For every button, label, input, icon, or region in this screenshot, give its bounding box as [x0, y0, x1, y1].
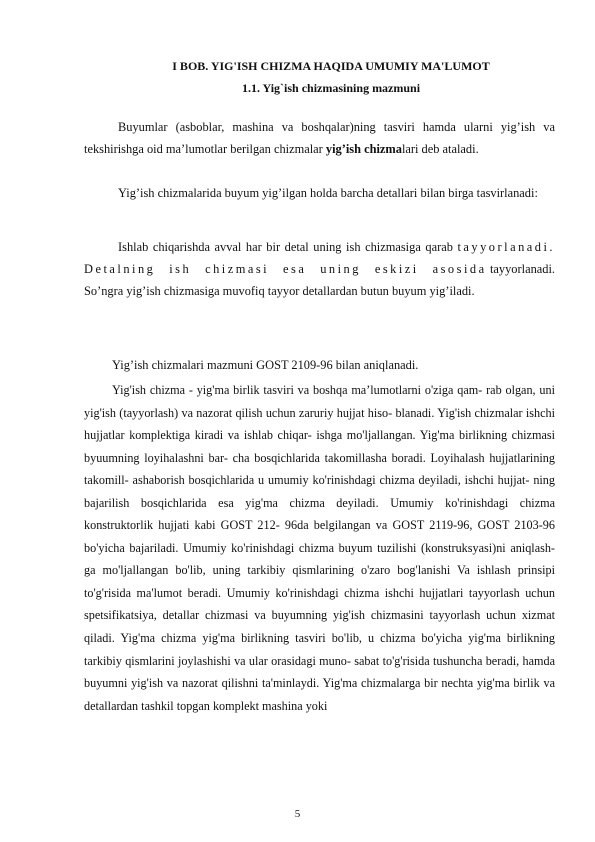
paragraph-text: Buyumlar (asboblar, mashina va boshqalar)ning tasviri hamda ularni yig’ish va tekshirishga oid ma’lumotlar berilgan chizmalar: [84, 120, 555, 157]
bold-term: yig’ish chizma: [325, 142, 402, 157]
paragraph-text: tayyorlanadi. So’ngra yig’ish chizmasiga muvofiq tayyor detallardan butun buyum yig’iladi.: [84, 262, 556, 298]
paragraph-main: Yig'ish chizma - yig'ma birlik tasviri va boshqa ma’lumotlarni o'ziga qam- rab olgan, uni yig'ish (tayyorlash) va nazorat qilish uchun zaruriy hujjat hiso- blanadi. Yig'ish chizmalar ishchi hujjatlar komplektiga kiradi va ishlab chiqar- ishga mo'ljallangan. Yig'ma birlikning chizmasi byuumning loyihalashni bar- cha bosqichlarida takomillasha boradi. Loyihalash hujjatlarining takomill- ashaborish bosqichlarida u umumiy ko'rinishdagi chizma deyiladi, ishchi hujjat- ning bajarilish bosqichlarida esa yig'ma chizma deyiladi. Umumiy ko'rinishdagi chizma konstruktorlik hujjati kabi GOST 212- 96da belgilangan va GOST 2119-96, GOST 2103-96 bo'yicha bajariladi. Umumiy ko'rinishdagi chizma buyum tuzilishi (konstruksyasi)ni aniqlash- ga mo'ljallangan bo'lib, uning tarkibiy qismlarining o'zaro bog'lanishi Va ishlash prinsipi to'g'risida ma'lumot beradi. Umumiy ko'rinishdagi chizma ishchi hujjatlari tayyorlash uchun spetsifikatsiya, detallar chizmasi va buyumning yig'ish chizmasini tayyorlash uchun xizmat qiladi. Yig'ma chizma yig'ma birlikning tasviri bo'lib, u chizma bo'yicha yig'ma birlikning tarkibiy qismlarini joylashishi va ular orasidagi muno- sabat to'g'risida tushuncha beradi, hamda buyumni yig'ish va nazorat qilishni ta'minlaydi. Yig'ma chizmalarga bir nechta yig'ma birlik va detallardan tashkil topgan komplekt mashina yoki: [84, 383, 555, 713]
paragraph-text: lari deb ataladi.: [401, 142, 479, 157]
section-title: 1.1. Yig`ish chizmasining mazmuni: [241, 81, 421, 95]
paragraph-gost: Yig’ish chizmalari mazmuni GOST 2109-96 bilan aniqlanadi.: [112, 358, 419, 372]
paragraph-production: [84, 236, 555, 302]
paragraph-depiction: Yig’ish chizmalarida buyum yig’ilgan holda barcha detallari bilan birga tasvirlanadi:: [118, 186, 538, 200]
paragraph-text-spaced: tayyorlanadi. Detalning ish chizmasi esa uning eskizi asosida: [84, 240, 555, 276]
chapter-title: I BOB. YIG'ISH CHIZMA HAQIDA UMUMIY MA'LUMOT: [172, 59, 490, 73]
paragraph-text: Ishlab chiqarishda avval har bir detal uning ish chizmasiga qarab: [118, 240, 458, 254]
page-number: 5: [294, 808, 301, 820]
paragraph-definition: [84, 116, 555, 161]
